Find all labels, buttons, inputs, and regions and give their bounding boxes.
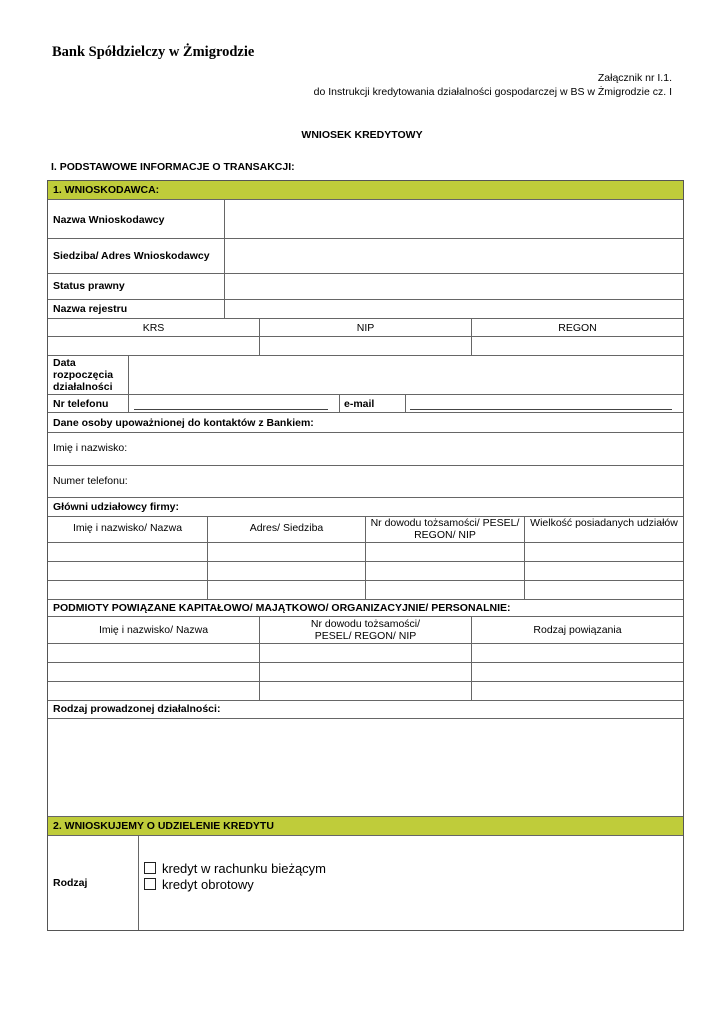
legal-status-label: Status prawny	[53, 280, 125, 292]
related-col-name: Imię i nazwisko/ Nazwa	[98, 624, 209, 636]
email-field[interactable]	[410, 409, 672, 410]
contact-name-field[interactable]	[48, 433, 683, 465]
section-title: I. PODSTAWOWE INFORMACJE O TRANSAKCJI:	[51, 161, 295, 173]
credit-kind-label: Rodzaj	[53, 877, 88, 889]
shareholders-col-id: Nr dowodu tożsamości/ PESEL/ REGON/ NIP	[370, 517, 520, 541]
phone-label: Nr telefonu	[53, 398, 109, 410]
applicant-address-field[interactable]	[225, 239, 683, 272]
credit-option2-label: kredyt obrotowy	[162, 877, 254, 892]
legal-status-field[interactable]	[225, 274, 683, 298]
contact-phone-label: Numer telefonu:	[53, 475, 128, 487]
application-form-table	[47, 180, 684, 931]
shareholders-col-shares: Wielkość posiadanych udziałów	[530, 517, 678, 529]
related-row[interactable]	[48, 663, 683, 681]
regon-field[interactable]	[472, 337, 683, 354]
krs-label: KRS	[142, 322, 165, 334]
shareholders-col-address: Adres/ Siedziba	[249, 522, 324, 534]
credit-option2-checkbox[interactable]	[144, 878, 156, 890]
form-title: WNIOSEK KREDYTOWY	[301, 129, 423, 141]
related-row[interactable]	[48, 644, 683, 662]
related-entities-header: PODMIOTY POWIĄZANE KAPITAŁOWO/ MAJĄTKOWO/ ORGANIZACYJNIE/ PERSONALNIE:	[53, 602, 511, 614]
applicant-band-label: 1. WNIOSKODAWCA:	[53, 184, 160, 196]
registry-name-field[interactable]	[225, 300, 683, 318]
business-type-label: Rodzaj prowadzonej działalności:	[53, 703, 221, 715]
related-row[interactable]	[48, 682, 683, 700]
credit-option1-label: kredyt w rachunku bieżącym	[162, 861, 327, 876]
registry-name-label: Nazwa rejestru	[53, 303, 128, 315]
email-label: e-mail	[344, 398, 375, 410]
business-type-field[interactable]	[48, 719, 683, 816]
contact-name-label: Imię i nazwisko:	[53, 442, 128, 454]
phone-field[interactable]	[134, 409, 328, 410]
contact-person-header: Dane osoby upoważnionej do kontaktów z Bankiem:	[53, 417, 314, 429]
krs-field[interactable]	[48, 337, 259, 354]
credit-option1-checkbox[interactable]	[144, 862, 156, 874]
applicant-name-field[interactable]	[225, 200, 683, 238]
regon-label: REGON	[558, 322, 597, 334]
attachment-reference: do Instrukcji kredytowania działalności gospodarczej w BS w Żmigrodzie cz. I	[313, 86, 672, 98]
attachment-number: Załącznik nr I.1.	[597, 72, 672, 84]
shareholders-col-name: Imię i nazwisko/ Nazwa	[72, 522, 183, 534]
shareholders-header: Główni udziałowcy firmy:	[53, 501, 180, 513]
applicant-address-label: Siedziba/ Adres Wnioskodawcy	[53, 250, 210, 262]
contact-phone-field[interactable]	[48, 466, 683, 497]
bank-name: Bank Spółdzielczy w Żmigrodzie	[52, 44, 255, 60]
related-col-relation: Rodzaj powiązania	[533, 624, 622, 636]
applicant-name-label: Nazwa Wnioskodawcy	[53, 214, 165, 226]
related-col-id: Nr dowodu tożsamości/ PESEL/ REGON/ NIP	[310, 618, 421, 642]
credit-band-label: 2. WNIOSKUJEMY O UDZIELENIE KREDYTU	[53, 820, 274, 832]
nip-field[interactable]	[260, 337, 471, 354]
start-date-label: Data rozpoczęcia działalności	[53, 357, 114, 393]
nip-label: NIP	[356, 322, 375, 334]
start-date-field[interactable]	[129, 356, 683, 394]
